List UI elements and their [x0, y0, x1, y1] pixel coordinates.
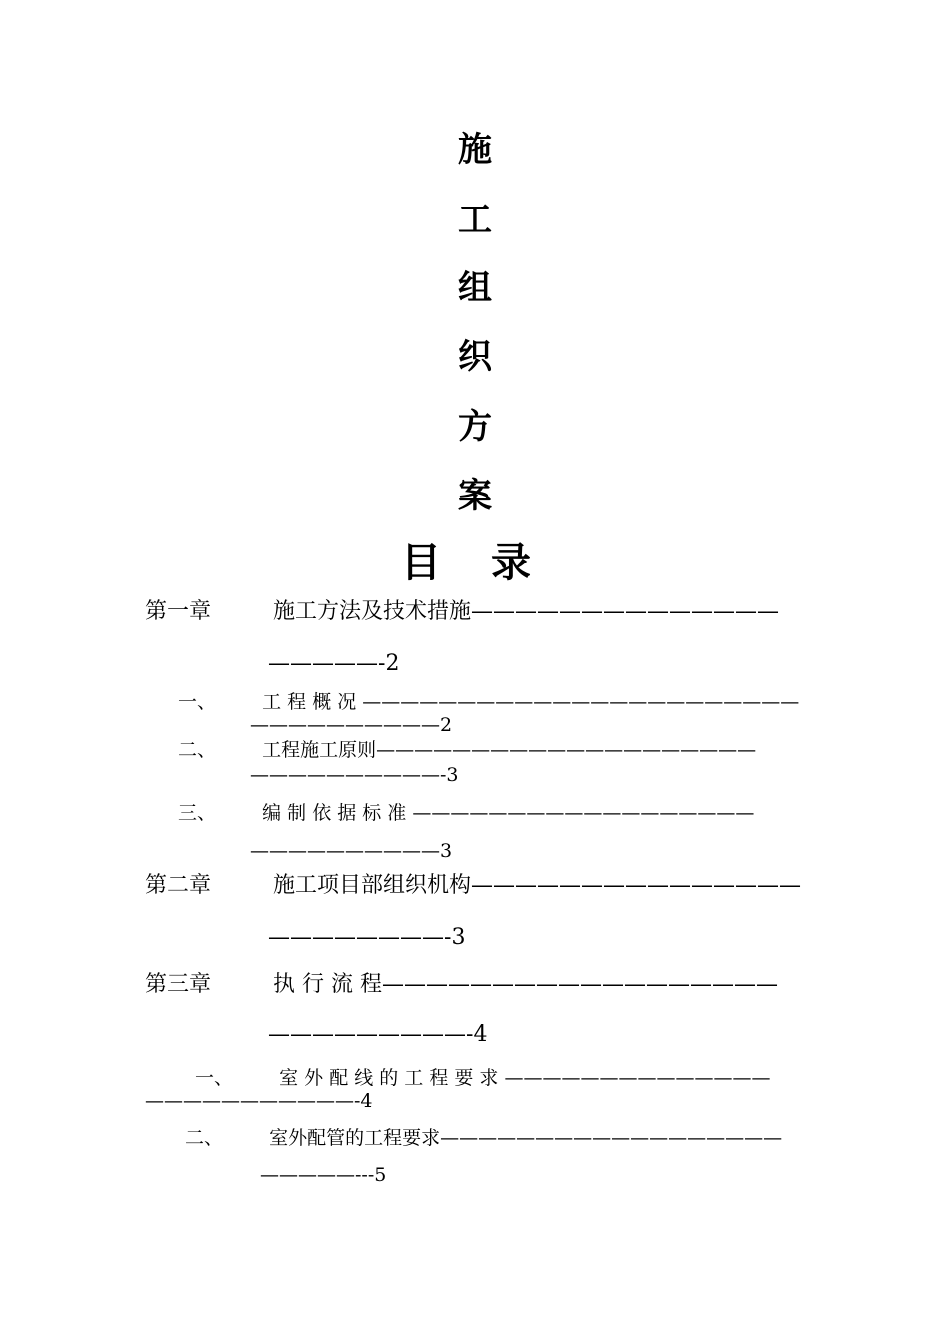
toc-entry-ch1[interactable]	[145, 598, 779, 626]
toc-entry-ch1-cont	[268, 650, 399, 678]
toc-entry-s3-2-cont	[260, 1161, 386, 1189]
toc-page-number: 4	[360, 1090, 373, 1112]
toc-leader: ———————————————————————	[362, 691, 800, 713]
title-char-6: 案	[458, 476, 492, 516]
toc-title: 工 程 概 况	[262, 691, 357, 713]
toc-page-number: 3	[451, 925, 466, 950]
toc-leader: —————---	[260, 1164, 375, 1186]
toc-leader: ——————————————————	[412, 802, 755, 824]
toc-title: 施工项目部组织机构	[273, 873, 472, 898]
toc-entry-ch2[interactable]	[145, 872, 801, 900]
toc-heading: 目 录	[401, 539, 549, 586]
toc-prefix: 三、	[178, 802, 217, 824]
toc-prefix: 第三章	[145, 972, 212, 997]
toc-leader: ———————————-	[145, 1090, 361, 1112]
toc-entry-ch3-cont	[268, 1021, 487, 1049]
toc-prefix: 第一章	[145, 599, 212, 624]
toc-leader: ————————————————————	[376, 739, 757, 761]
toc-title: 工程施工原则	[262, 739, 377, 761]
toc-page-number: 3	[446, 764, 459, 786]
toc-page-number: 5	[374, 1164, 387, 1186]
toc-title: 施工方法及技术措施	[273, 599, 472, 624]
toc-leader: ——————————	[250, 714, 440, 736]
toc-entry-s3-2[interactable]	[185, 1124, 782, 1152]
toc-entry-s1-3-cont	[250, 837, 452, 865]
toc-leader: ——————————-	[250, 764, 447, 786]
toc-entry-ch3[interactable]	[145, 971, 778, 999]
toc-page-number: 3	[440, 840, 453, 862]
toc-entry-s1-2-cont	[250, 761, 459, 789]
toc-leader: —————————-	[268, 1022, 474, 1047]
toc-entry-s1-3[interactable]	[178, 799, 754, 827]
toc-page-number: 2	[385, 651, 400, 676]
toc-title: 室外配管的工程要求	[269, 1127, 441, 1149]
title-char-4: 织	[458, 337, 492, 377]
toc-leader: ——————————————————	[382, 972, 778, 997]
toc-leader: ——————————————	[471, 599, 780, 624]
toc-title: 执 行 流 程	[273, 972, 382, 997]
toc-entry-s3-1-cont	[145, 1087, 373, 1115]
toc-page-number: 4	[473, 1022, 488, 1047]
toc-page-number: 2	[440, 714, 453, 736]
title-char-2: 工	[458, 200, 492, 240]
toc-entry-ch2-cont	[268, 924, 465, 952]
toc-entry-s1-2[interactable]	[178, 736, 756, 764]
toc-prefix: 一、	[178, 691, 217, 713]
toc-prefix: 第二章	[145, 873, 212, 898]
toc-title: 室 外 配 线 的 工 程 要 求	[279, 1067, 499, 1089]
toc-title: 编 制 依 据 标 准	[262, 802, 407, 824]
title-char-1: 施	[458, 130, 492, 170]
toc-leader: ———————————————	[471, 873, 802, 898]
toc-leader: ——————————————————	[440, 1127, 783, 1149]
toc-prefix: 二、	[178, 739, 217, 761]
toc-prefix: 二、	[185, 1127, 224, 1149]
toc-entry-s1-1-cont	[250, 711, 452, 739]
title-char-3: 组	[458, 268, 492, 308]
toc-leader: ——————————	[250, 840, 440, 862]
toc-leader: —————-	[268, 651, 386, 676]
toc-leader: ————————-	[268, 925, 452, 950]
toc-prefix: 一、	[195, 1067, 234, 1089]
toc-leader: ——————————————	[504, 1067, 771, 1089]
title-char-5: 方	[458, 407, 492, 447]
